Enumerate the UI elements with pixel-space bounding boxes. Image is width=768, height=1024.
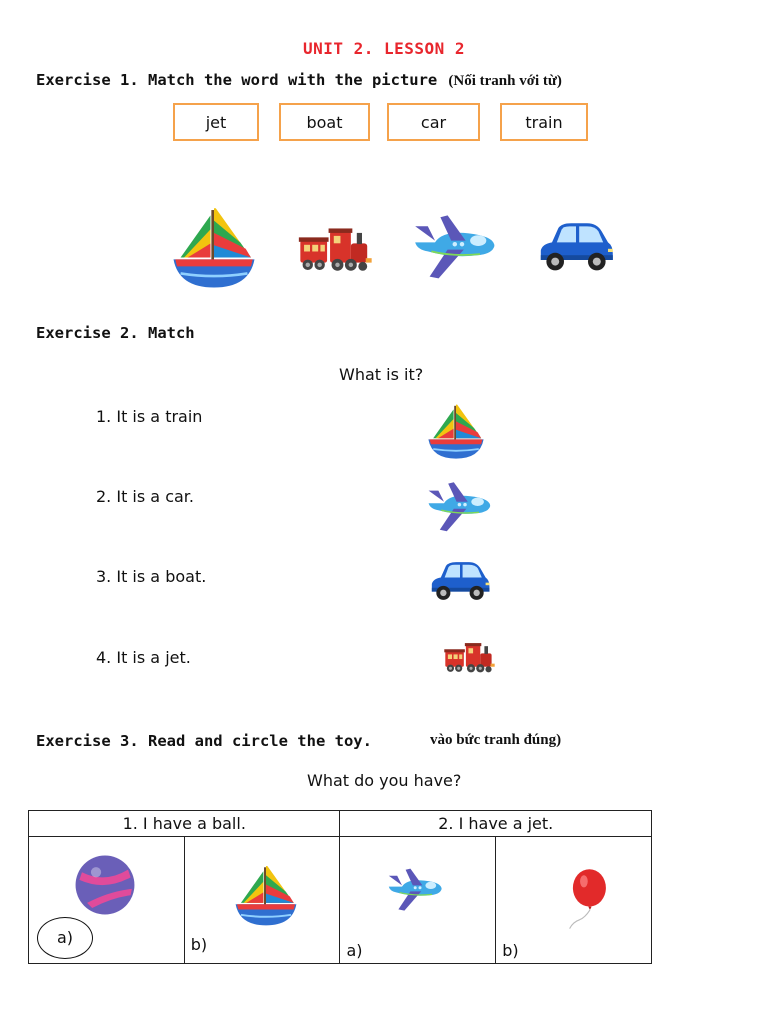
word-label: car: [420, 112, 447, 132]
option-label: b): [190, 935, 208, 954]
word-box-train[interactable]: [500, 103, 588, 141]
column-header-1: 1. I have a ball.: [29, 811, 340, 837]
option-cell-ball[interactable]: [29, 837, 185, 964]
exercise1-header: [36, 70, 562, 90]
exercise1-heading: Exercise 1. Match the word with the picture: [36, 71, 438, 89]
option-label: a): [57, 928, 74, 947]
option-cell-balloon[interactable]: [496, 837, 652, 964]
jet-icon[interactable]: [384, 865, 444, 913]
train-icon[interactable]: [296, 224, 376, 276]
boat-icon[interactable]: [426, 401, 486, 461]
exercise2-question: What is it?: [339, 365, 424, 384]
boat-icon[interactable]: [168, 203, 260, 291]
column-header-2: 2. I have a jet.: [340, 811, 652, 837]
sentence-2: 2. It is a car.: [96, 487, 194, 506]
exercise3-vietnamese: vào bức tranh đúng): [430, 732, 562, 748]
word-box-jet[interactable]: [173, 103, 259, 141]
ball-icon[interactable]: [73, 853, 137, 917]
word-label: boat: [306, 112, 343, 132]
boat-icon[interactable]: [233, 861, 299, 929]
word-label: train: [525, 112, 563, 132]
car-icon[interactable]: [536, 218, 616, 278]
exercise2-heading: Exercise 2. Match: [36, 324, 195, 342]
jet-icon[interactable]: [408, 210, 498, 282]
option-label: b): [502, 941, 519, 960]
exercise3-question: What do you have?: [307, 771, 462, 790]
car-icon[interactable]: [428, 558, 492, 606]
exercise3-table: [28, 810, 652, 964]
page-title: UNIT 2. LESSON 2: [302, 39, 466, 58]
word-label: jet: [205, 112, 227, 132]
option-cell-jet[interactable]: [340, 837, 496, 964]
exercise3-header: [36, 731, 372, 750]
sentence-3: 3. It is a boat.: [96, 567, 207, 586]
sentence-1: 1. It is a train: [96, 407, 203, 426]
option-label: a): [346, 941, 363, 960]
jet-icon[interactable]: [422, 478, 494, 534]
word-box-boat[interactable]: [279, 103, 370, 141]
word-box-car[interactable]: [387, 103, 480, 141]
exercise1-vietnamese: (Nối tranh với từ): [448, 73, 562, 89]
train-icon[interactable]: [441, 640, 499, 676]
balloon-icon[interactable]: [552, 867, 618, 933]
option-cell-boat[interactable]: [184, 837, 340, 964]
sentence-4: 4. It is a jet.: [96, 648, 191, 667]
exercise3-heading: Exercise 3. Read and circle the toy.: [36, 732, 372, 750]
